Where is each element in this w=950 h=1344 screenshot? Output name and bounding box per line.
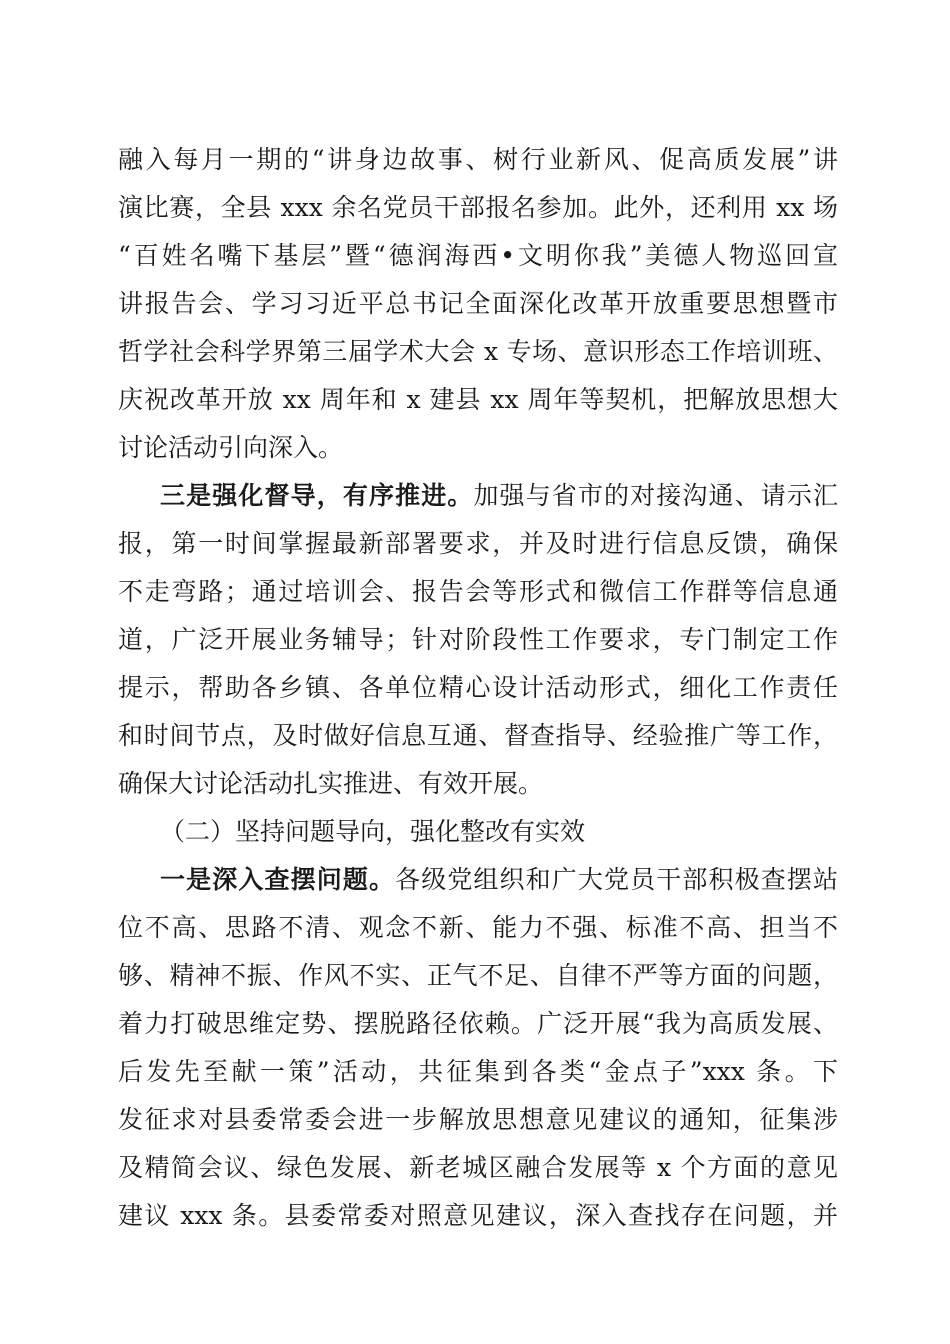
paragraph-3-line-7: 及精简会议、绿色发展、新老城区融合发展等 x 个方面的意见 xyxy=(118,1153,838,1182)
paragraph-1-line-2: 演比赛，全县 xxx 余名党员干部报名参加。此外，还利用 xx 场 xyxy=(118,193,838,222)
paragraph-2-line-7: 确保大讨论活动扎实推进、有效开展。 xyxy=(118,769,544,798)
paragraph-2-line-4: 道，广泛开展业务辅导；针对阶段性工作要求，专门制定工作 xyxy=(118,625,838,654)
paragraph-1-line-3: “百姓名嘴下基层”暨“德润海西•文明你我”美德人物巡回宣 xyxy=(118,241,838,270)
paragraph-3-lead: 一是深入查摆问题。 xyxy=(160,865,396,894)
paragraph-1-line-4: 讲报告会、学习习近平总书记全面深化改革开放重要思想暨市 xyxy=(118,289,838,318)
paragraph-3-line-6: 发征求对县委常委会进一步解放思想意见建议的通知，征集涉 xyxy=(118,1105,838,1134)
paragraph-2-line-3: 不走弯路；通过培训会、报告会等形式和微信工作群等信息通 xyxy=(118,577,838,606)
paragraph-2-lead: 三是强化督导，有序推进。 xyxy=(160,481,474,510)
paragraph-3-line-3: 够、精神不振、作风不实、正气不足、自律不严等方面的问题， xyxy=(118,961,838,990)
paragraph-2-line-6: 和时间节点，及时做好信息互通、督查指导、经验推广等工作， xyxy=(118,721,838,750)
paragraph-2-line-2: 报，第一时间掌握最新部署要求，并及时进行信息反馈，确保 xyxy=(118,529,838,558)
paragraph-1-line-6: 庆祝改革开放 xx 周年和 x 建县 xx 周年等契机，把解放思想大 xyxy=(118,385,838,414)
paragraph-2-line-1 xyxy=(160,476,838,516)
paragraph-3-line-8: 建议 xxx 条。县委常委对照意见建议，深入查找存在问题，并 xyxy=(118,1201,838,1230)
paragraph-3-first-line-rest: 各级党组织和广大党员干部积极查摆站 xyxy=(395,865,838,894)
paragraph-3-line-2: 位不高、思路不清、观念不新、能力不强、标准不高、担当不 xyxy=(118,913,838,942)
paragraph-3-line-5: 后发先至献一策”活动，共征集到各类“金点子”xxx 条。下 xyxy=(118,1057,838,1086)
paragraph-1-line-1: 融入每月一期的“讲身边故事、树行业新风、促高质发展”讲 xyxy=(118,145,838,174)
paragraph-2-line-5: 提示，帮助各乡镇、各单位精心设计活动形式，细化工作责任 xyxy=(118,673,838,702)
paragraph-1-line-5: 哲学社会科学界第三届学术大会 x 专场、意识形态工作培训班、 xyxy=(118,337,838,366)
paragraph-3-line-4: 着力打破思维定势、摆脱路径依赖。广泛开展“我为高质发展、 xyxy=(118,1009,838,1038)
paragraph-1-line-7: 讨论活动引向深入。 xyxy=(118,433,344,462)
section-heading: （二）坚持问题导向，强化整改有实效 xyxy=(160,817,586,846)
paragraph-2-first-line-rest: 加强与省市的对接沟通、请示汇 xyxy=(473,481,838,510)
paragraph-3-line-1 xyxy=(160,860,838,900)
